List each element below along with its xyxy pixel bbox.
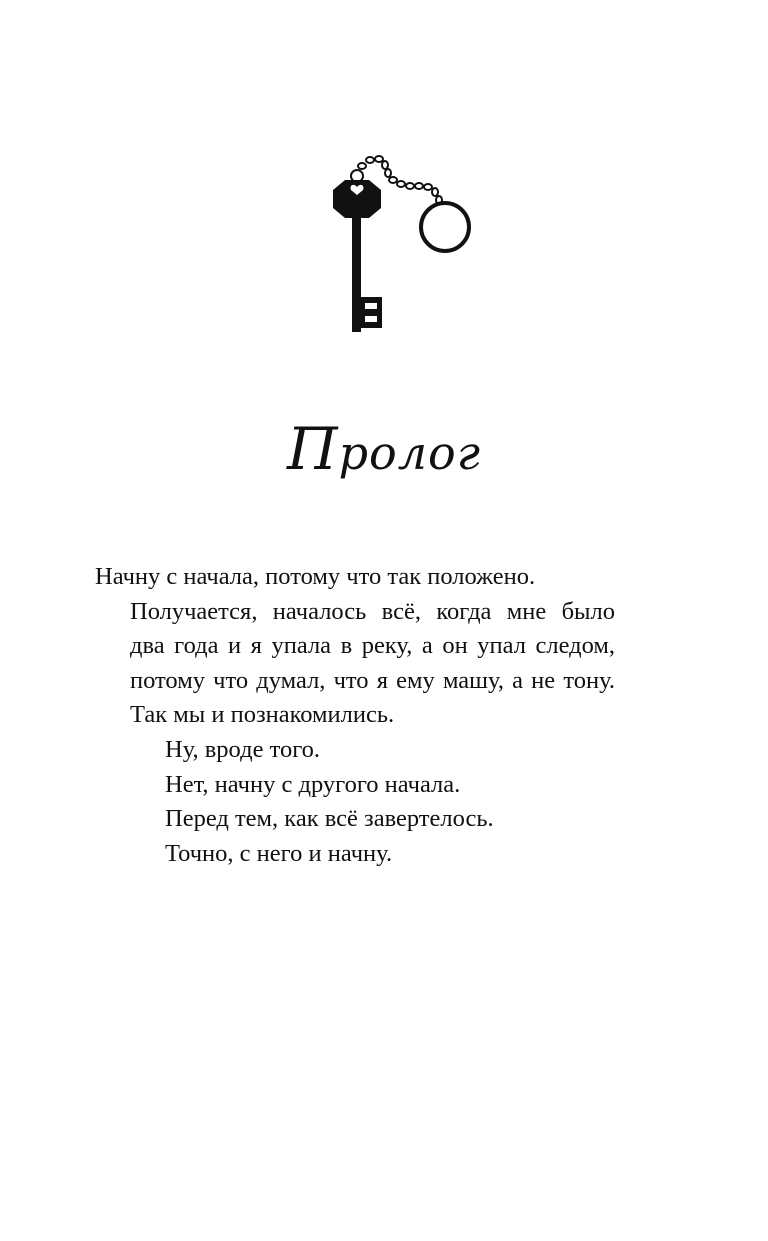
text-line: Перед тем, как всё завертелось. xyxy=(165,805,494,833)
chapter-title xyxy=(0,415,768,483)
text-line: два года и я упала в реку, а он упал следом, xyxy=(130,632,615,660)
paragraph xyxy=(95,802,615,837)
text-line: Точно, с него и начну. xyxy=(165,839,393,867)
paragraph xyxy=(95,768,615,803)
text-line: Начну с начала, потому что так положено. xyxy=(95,563,536,590)
chapter-body xyxy=(95,560,615,871)
paragraph xyxy=(95,837,615,872)
chapter-title-initial: П xyxy=(287,415,339,483)
paragraph xyxy=(95,560,615,595)
key-with-chain-and-ring-icon xyxy=(325,150,485,340)
paragraph xyxy=(95,595,615,733)
text-line: Нет, начну с другого начала. xyxy=(165,770,461,798)
paragraph xyxy=(95,733,615,768)
text-line: Так мы и познакомились. xyxy=(130,701,395,729)
chapter-title-rest: ролог xyxy=(338,426,481,480)
text-line: потому что думал, что я ему машу, а не тону. xyxy=(130,666,615,694)
text-line: Получается, началось всё, когда мне было xyxy=(130,597,615,625)
text-line: Ну, вроде того. xyxy=(165,735,321,763)
